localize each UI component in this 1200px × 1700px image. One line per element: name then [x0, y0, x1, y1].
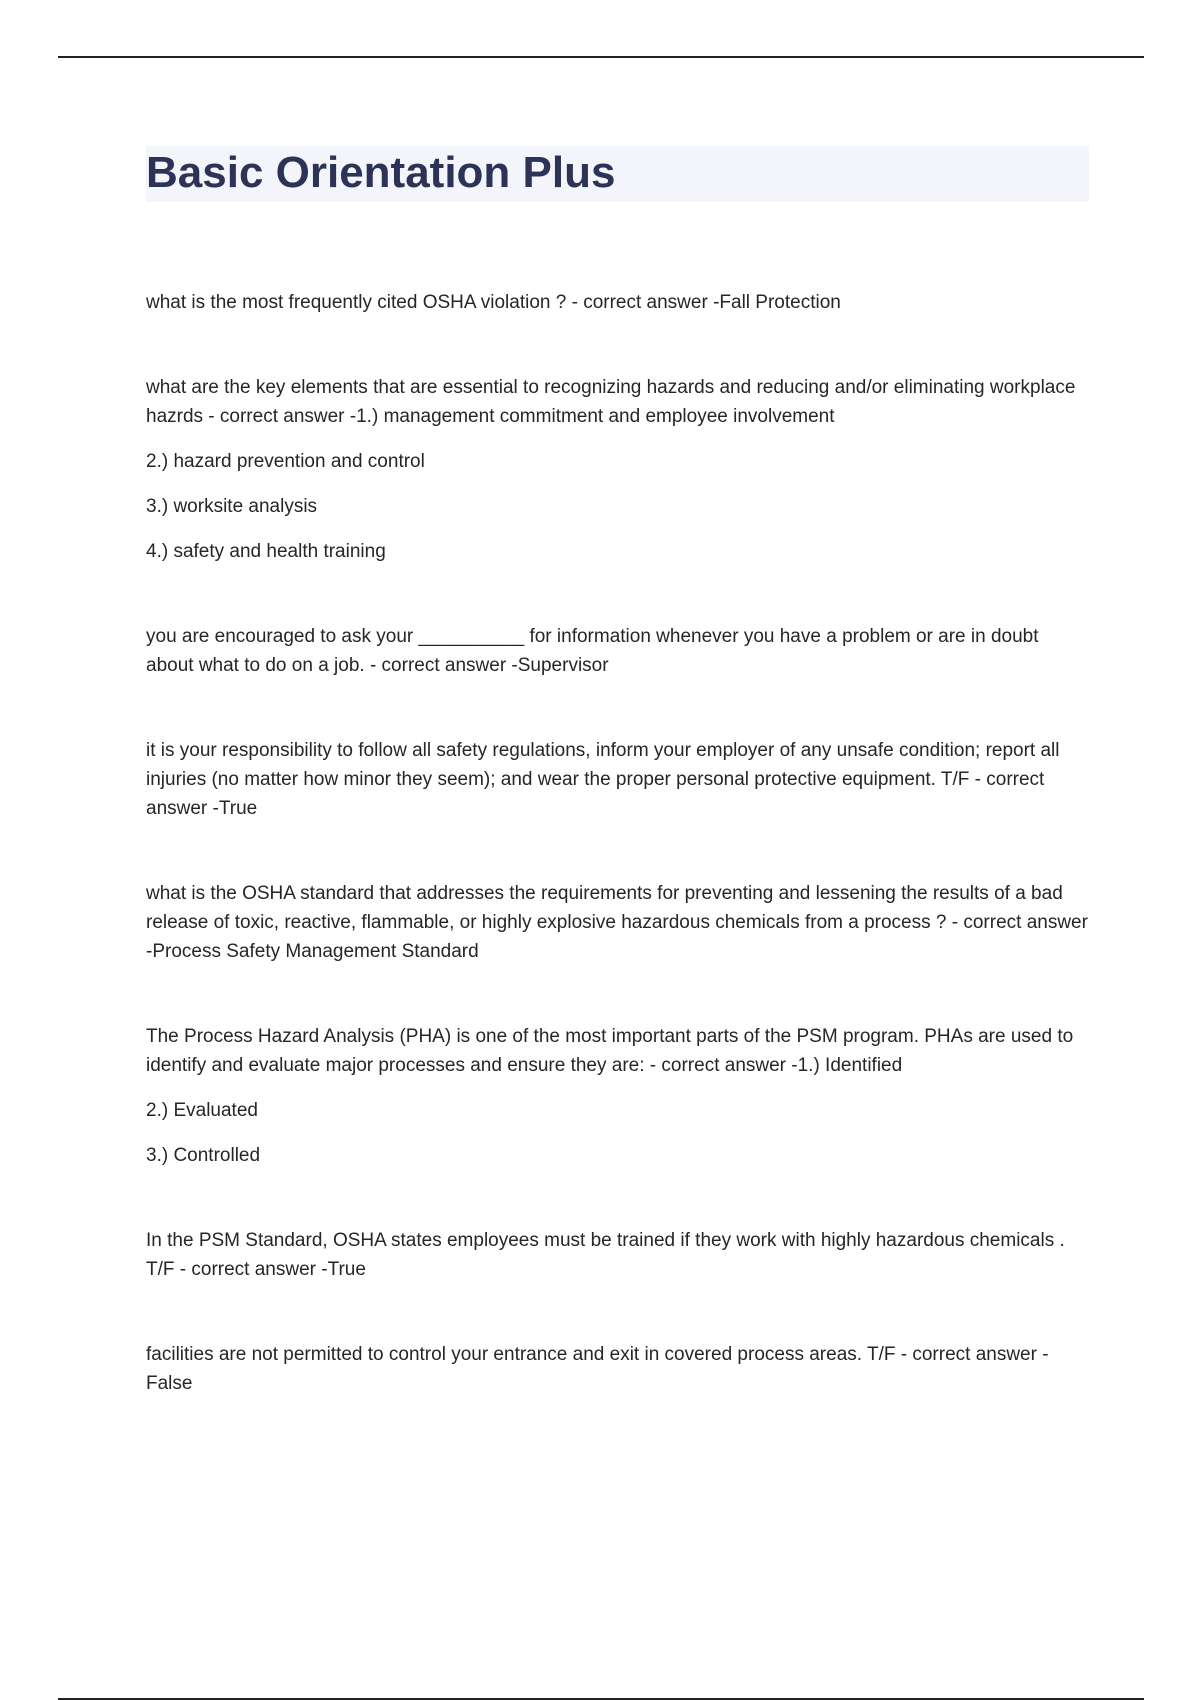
qa-item	[146, 736, 1091, 823]
qa-item	[146, 1226, 1091, 1284]
qa-line: what is the most frequently cited OSHA violation ? - correct answer -Fall Protection	[146, 292, 841, 313]
qa-line: what are the key elements that are essential to recognizing hazards and reducing and/or eliminating workplace hazrds - correct answer -1.) management commitment and employee involvement	[146, 377, 1076, 427]
qa-line: facilities are not permitted to control your entrance and exit in covered process areas. T/F - correct answer -False	[146, 1344, 1049, 1394]
qa-line: 3.) Controlled	[146, 1145, 261, 1166]
qa-list	[146, 288, 1091, 1454]
qa-line: The Process Hazard Analysis (PHA) is one of the most important parts of the PSM program. PHAs are used to identify and evaluate major processes and ensure they are: - correct answer -1.) Identified	[146, 1026, 1074, 1076]
qa-line: it is your responsibility to follow all safety regulations, inform your employer of any unsafe condition; report all injuries (no matter how minor they seem); and wear the proper personal protective equipment. T/F - correct answer -True	[146, 740, 1060, 819]
header-rule	[58, 56, 1144, 58]
qa-item	[146, 1022, 1091, 1170]
qa-item	[146, 622, 1091, 680]
qa-line: 4.) safety and health training	[146, 541, 386, 562]
qa-item	[146, 288, 1091, 317]
qa-line: 2.) hazard prevention and control	[146, 451, 425, 472]
qa-item	[146, 373, 1091, 566]
qa-line: 2.) Evaluated	[146, 1100, 258, 1121]
qa-line: 3.) worksite analysis	[146, 496, 318, 517]
qa-line: what is the OSHA standard that addresses the requirements for preventing and lessening the results of a bad release of toxic, reactive, flammable, or highly explosive hazardous chemicals from a process ? - correct answer -Process Safety Management Standard	[146, 883, 1088, 962]
qa-line: In the PSM Standard, OSHA states employees must be trained if they work with highly hazardous chemicals . T/F - correct answer -True	[146, 1230, 1065, 1280]
qa-item	[146, 1340, 1091, 1398]
qa-line: you are encouraged to ask your __________ for information whenever you have a problem or are in doubt about what to do on a job. - correct answer -Supervisor	[146, 626, 1039, 676]
qa-item	[146, 879, 1091, 966]
document-title: Basic Orientation Plus	[146, 148, 616, 197]
